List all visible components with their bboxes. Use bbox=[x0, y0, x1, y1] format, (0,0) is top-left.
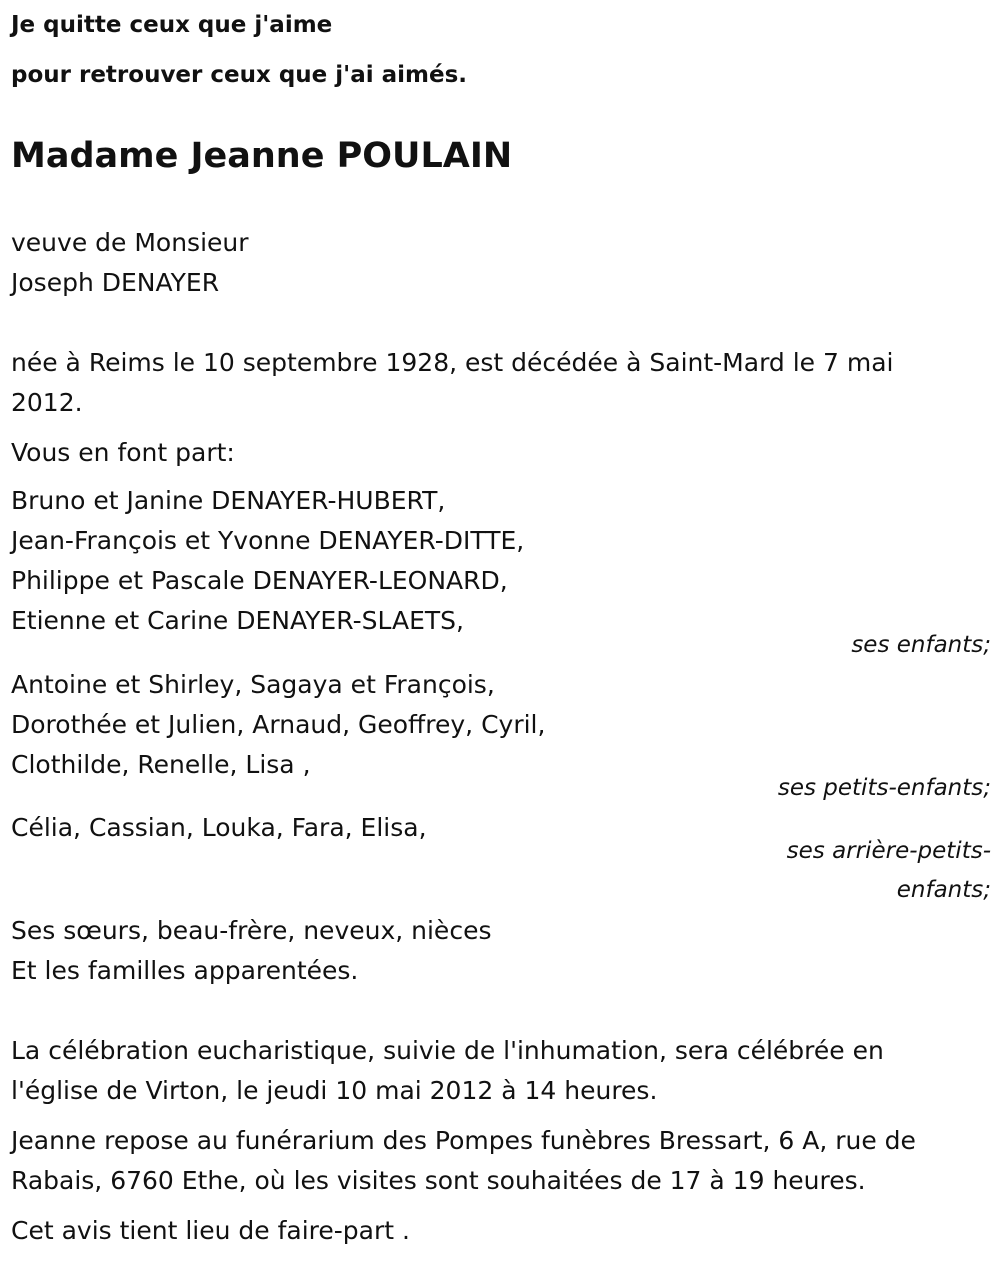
birth-death-block bbox=[11, 343, 991, 423]
great-grandchildren-label-line-2: enfants; bbox=[896, 877, 991, 903]
list-item: Antoine et Shirley, Sagaya et François, bbox=[11, 670, 495, 699]
motto-line-2: pour retrouver ceux que j'ai aimés. bbox=[11, 62, 468, 88]
list-item: Jean-François et Yvonne DENAYER-DITTE, bbox=[11, 526, 525, 555]
announcement-intro bbox=[11, 433, 991, 473]
great-grandchildren-label-line-1: ses arrière-petits- bbox=[786, 838, 991, 864]
list-item: Clothilde, Renelle, Lisa , bbox=[11, 750, 311, 779]
birth-death-line-2: 2012. bbox=[11, 388, 83, 417]
list-item: Dorothée et Julien, Arnaud, Geoffrey, Cyril, bbox=[11, 710, 546, 739]
birth-death-line-1: née à Reims le 10 septembre 1928, est décédée à Saint-Mard le 7 mai bbox=[11, 348, 894, 377]
children-list bbox=[11, 481, 991, 641]
notice-paragraph bbox=[11, 1211, 991, 1251]
celebration-paragraph bbox=[11, 1031, 991, 1111]
spouse-block bbox=[11, 223, 991, 303]
list-item: Bruno et Janine DENAYER-HUBERT, bbox=[11, 486, 446, 515]
grandchildren-list bbox=[11, 665, 991, 785]
motto-line-1: Je quitte ceux que j'aime bbox=[11, 12, 333, 38]
celebration-line-2: l'église de Virton, le jeudi 10 mai 2012 à 14 heures. bbox=[11, 1076, 658, 1105]
children-relation-label: ses enfants; bbox=[851, 632, 991, 658]
other-relatives bbox=[11, 911, 991, 991]
list-item: Ses sœurs, beau-frère, neveux, nièces bbox=[11, 916, 492, 945]
notice-text: Cet avis tient lieu de faire-part . bbox=[11, 1216, 410, 1245]
celebration-line-1: La célébration eucharistique, suivie de l'inhumation, sera célébrée en bbox=[11, 1036, 884, 1065]
deceased-name: Madame Jeanne POULAIN bbox=[11, 136, 513, 176]
list-item: Philippe et Pascale DENAYER-LEONARD, bbox=[11, 566, 508, 595]
visitation-paragraph bbox=[11, 1121, 991, 1201]
visitation-line-2: Rabais, 6760 Ethe, où les visites sont souhaitées de 17 à 19 heures. bbox=[11, 1166, 866, 1195]
list-item: Etienne et Carine DENAYER-SLAETS, bbox=[11, 606, 464, 635]
list-item: Célia, Cassian, Louka, Fara, Elisa, bbox=[11, 813, 427, 842]
spouse-line-2: Joseph DENAYER bbox=[11, 268, 220, 297]
spouse-line-1: veuve de Monsieur bbox=[11, 228, 249, 257]
grandchildren-relation-label: ses petits-enfants; bbox=[777, 775, 991, 801]
list-item: Et les familles apparentées. bbox=[11, 956, 359, 985]
intro-text: Vous en font part: bbox=[11, 438, 235, 467]
visitation-line-1: Jeanne repose au funérarium des Pompes funèbres Bressart, 6 A, rue de bbox=[11, 1126, 916, 1155]
great-grandchildren-relation-label bbox=[787, 832, 991, 910]
